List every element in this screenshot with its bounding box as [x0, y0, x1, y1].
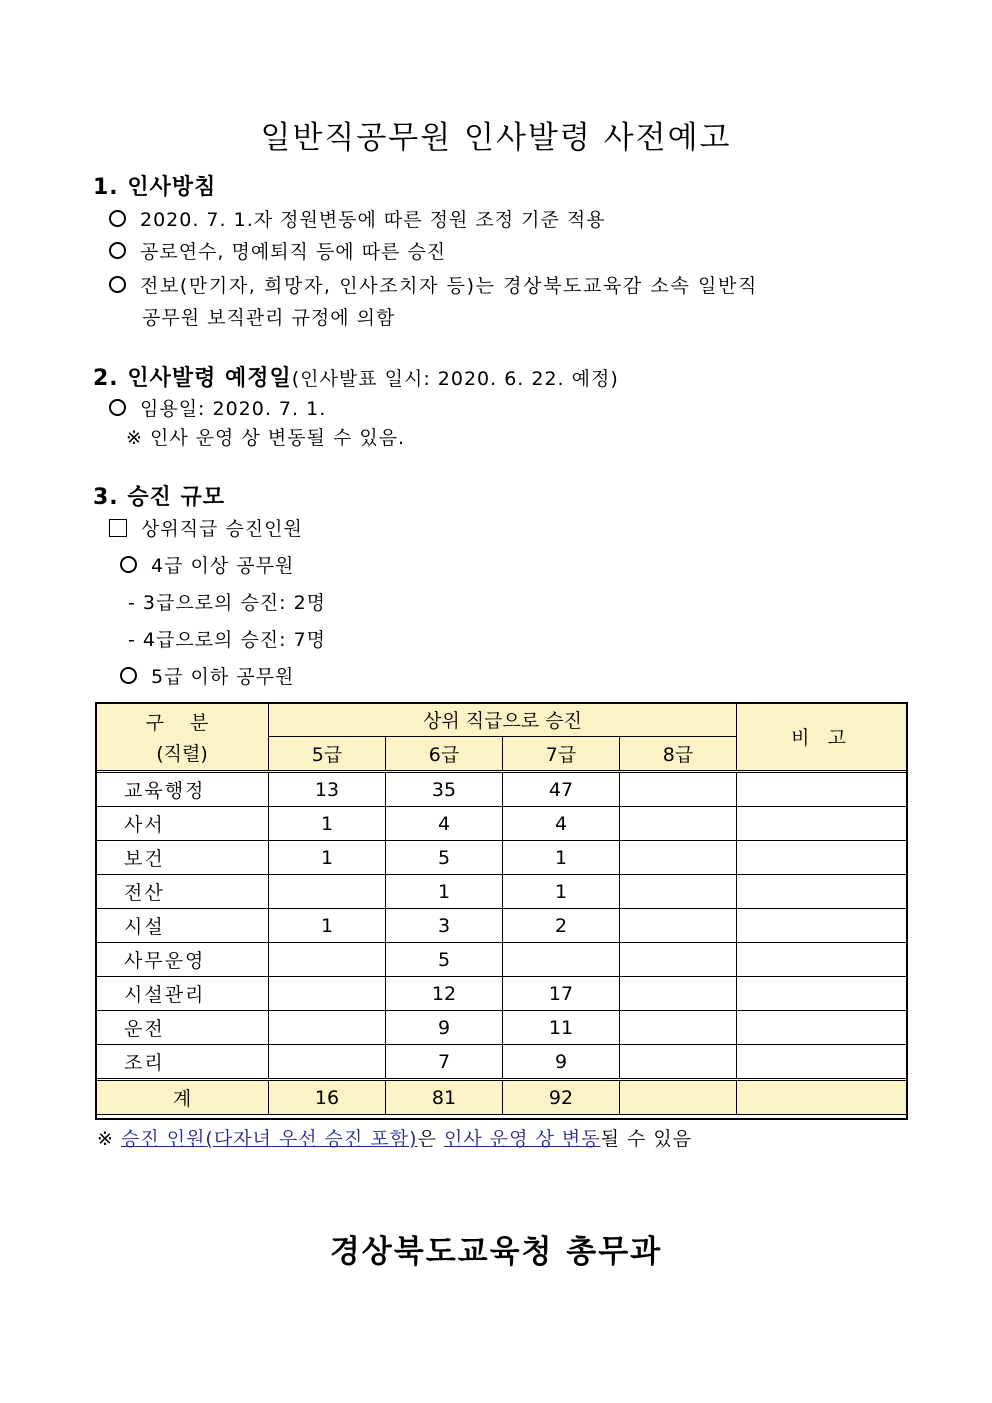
table-cell — [269, 977, 386, 1011]
header-grade: 6급 — [386, 737, 503, 772]
table-cell: 16 — [269, 1080, 386, 1115]
table-cell: 5 — [386, 841, 503, 875]
header-promotion: 상위 직급으로 승진 — [269, 703, 737, 737]
issuer-footer: 경상북도교육청 총무과 — [329, 1234, 663, 1270]
table-cell — [269, 875, 386, 909]
table-cell — [737, 909, 907, 943]
table-row — [96, 943, 907, 977]
table-row — [96, 841, 907, 875]
section-3-dash-item: - 3급으로의 승진: 2명 — [128, 592, 327, 614]
table-cell — [737, 875, 907, 909]
table-cell: 1 — [503, 841, 620, 875]
table-cell — [269, 943, 386, 977]
section-2-note: ※ 인사 운영 상 변동될 수 있음. — [126, 427, 406, 449]
table-cell — [737, 841, 907, 875]
table-row — [96, 1011, 907, 1045]
table-cell: 9 — [503, 1045, 620, 1080]
table-cell — [737, 772, 907, 807]
table-row — [96, 1045, 907, 1080]
row-category: 보건 — [96, 841, 269, 875]
table-cell: 47 — [503, 772, 620, 807]
table-header-row — [96, 703, 907, 737]
section-1-heading: 1. 인사방침 — [93, 175, 217, 200]
table-cell — [620, 977, 737, 1011]
row-category: 운전 — [96, 1011, 269, 1045]
section-1-item: 2020. 7. 1.자 정원변동에 따른 정원 조정 기준 적용 — [109, 205, 606, 232]
table-cell: 1 — [269, 841, 386, 875]
table-cell — [620, 1045, 737, 1080]
square-bullet-icon — [109, 519, 127, 537]
table-cell — [620, 943, 737, 977]
section-3-heading: 3. 승진 규모 — [93, 485, 225, 510]
table-cell — [620, 772, 737, 807]
section-3-group: 5급 이하 공무원 — [120, 662, 294, 689]
table-row — [96, 977, 907, 1011]
total-label: 계 — [96, 1080, 269, 1115]
table-cell: 4 — [503, 807, 620, 841]
note-underlined-text: 인사 운영 상 변동 — [443, 1128, 601, 1150]
table-cell: 81 — [386, 1080, 503, 1115]
table-cell — [737, 977, 907, 1011]
circle-bullet-icon — [120, 556, 137, 573]
row-category: 시설 — [96, 909, 269, 943]
table-cell: 1 — [386, 875, 503, 909]
table-cell: 1 — [503, 875, 620, 909]
table-cell — [620, 1011, 737, 1045]
header-grade: 7급 — [503, 737, 620, 772]
table-cell — [737, 1011, 907, 1045]
row-category: 사서 — [96, 807, 269, 841]
table-cell — [269, 1045, 386, 1080]
table-cell — [737, 943, 907, 977]
header-grade: 8급 — [620, 737, 737, 772]
page-title: 일반직공무원 인사발령 사전예고 — [260, 120, 732, 156]
table-cell: 4 — [386, 807, 503, 841]
table-cell: 13 — [269, 772, 386, 807]
table-cell — [620, 909, 737, 943]
promotion-table — [95, 702, 907, 1115]
section-1-item-continued: 공무원 보직관리 규정에 의함 — [142, 307, 396, 329]
section-3-dash-item: - 4급으로의 승진: 7명 — [128, 629, 327, 651]
table-row — [96, 807, 907, 841]
table-row — [96, 909, 907, 943]
table-cell — [737, 1080, 907, 1115]
table-cell — [503, 943, 620, 977]
section-1-item: 전보(만기자, 희망자, 인사조치자 등)는 경상북도교육감 소속 일반직 — [109, 271, 758, 298]
circle-bullet-icon — [120, 667, 137, 684]
table-cell — [620, 875, 737, 909]
section-2-item: 임용일: 2020. 7. 1. — [109, 394, 326, 421]
circle-bullet-icon — [109, 210, 126, 227]
table-cell: 9 — [386, 1011, 503, 1045]
row-category: 교육행정 — [96, 772, 269, 807]
table-cell: 7 — [386, 1045, 503, 1080]
table-cell: 92 — [503, 1080, 620, 1115]
section-2-heading: 2. 인사발령 예정일(인사발표 일시: 2020. 6. 22. 예정) — [93, 366, 619, 391]
table-cell — [620, 1080, 737, 1115]
row-category: 시설관리 — [96, 977, 269, 1011]
row-category: 사무운영 — [96, 943, 269, 977]
circle-bullet-icon — [109, 399, 126, 416]
circle-bullet-icon — [109, 242, 126, 259]
header-remark: 비 고 — [737, 703, 907, 772]
table-cell: 2 — [503, 909, 620, 943]
section-3-group: 4급 이상 공무원 — [120, 551, 294, 578]
header-category: 구 분 (직렬) — [96, 703, 269, 772]
table-cell — [620, 841, 737, 875]
table-cell: 11 — [503, 1011, 620, 1045]
table-row — [96, 772, 907, 807]
table-cell: 3 — [386, 909, 503, 943]
table-note: ※ 승진 인원(다자녀 우선 승진 포함)은 인사 운영 상 변동될 수 있음 — [97, 1128, 693, 1150]
table-cell — [620, 807, 737, 841]
table-cell: 1 — [269, 807, 386, 841]
section-3-box-item: 상위직급 승진인원 — [109, 514, 303, 541]
circle-bullet-icon — [109, 276, 126, 293]
table-cell — [737, 807, 907, 841]
table-cell: 1 — [269, 909, 386, 943]
table-cell — [269, 1011, 386, 1045]
table-cell: 5 — [386, 943, 503, 977]
table-cell — [737, 1045, 907, 1080]
row-category: 전산 — [96, 875, 269, 909]
row-category: 조리 — [96, 1045, 269, 1080]
table-cell: 35 — [386, 772, 503, 807]
table-cell: 12 — [386, 977, 503, 1011]
table-cell: 17 — [503, 977, 620, 1011]
section-2-subheading: (인사발표 일시: 2020. 6. 22. 예정) — [291, 368, 619, 390]
note-underlined-text: 승진 인원(다자녀 우선 승진 포함) — [120, 1128, 418, 1150]
table-row — [96, 875, 907, 909]
header-grade: 5급 — [269, 737, 386, 772]
section-1-item: 공로연수, 명예퇴직 등에 따른 승진 — [109, 237, 446, 264]
table-total-row — [96, 1080, 907, 1115]
